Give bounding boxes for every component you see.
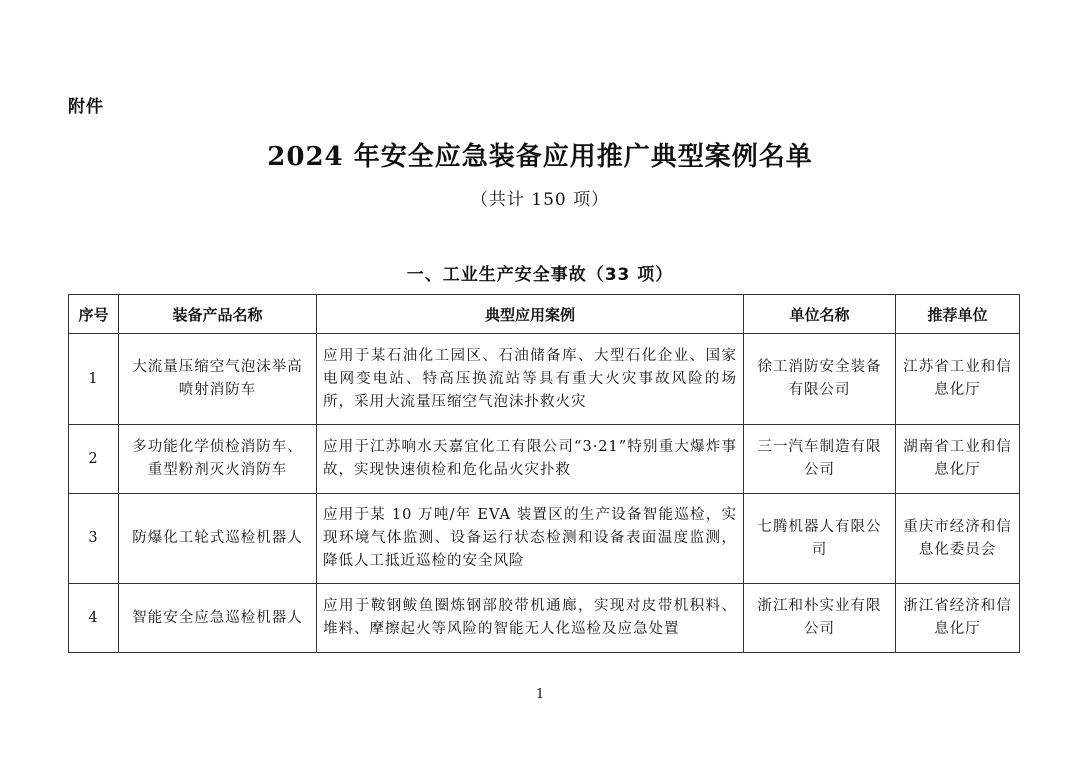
attachment-label: 附件 <box>68 97 104 117</box>
cell-serial: 1 <box>69 334 119 425</box>
cell-recommender: 湖南省工业和信息化厅 <box>896 425 1020 494</box>
section-heading: 一、工业生产安全事故（33 项） <box>406 265 674 285</box>
header-application-case: 典型应用案例 <box>317 295 744 334</box>
header-product-name: 装备产品名称 <box>119 295 317 334</box>
header-recommender: 推荐单位 <box>896 295 1020 334</box>
cell-unit-name: 七腾机器人有限公司 <box>744 494 896 584</box>
cell-recommender: 江苏省工业和信息化厅 <box>896 334 1020 425</box>
header-unit-name: 单位名称 <box>744 295 896 334</box>
cell-product-name: 多功能化学侦检消防车、重型粉剂灭火消防车 <box>119 425 317 494</box>
cell-product-name: 防爆化工轮式巡检机器人 <box>119 494 317 584</box>
cell-serial: 4 <box>69 584 119 653</box>
case-table <box>68 294 1020 653</box>
cell-unit-name: 徐工消防安全装备有限公司 <box>744 334 896 425</box>
document-title: 2024 年安全应急装备应用推广典型案例名单 <box>267 142 813 172</box>
cell-application-case: 应用于鞍钢鲅鱼圈炼钢部胶带机通廊，实现对皮带机积料、堆料、摩擦起火等风险的智能无人化巡检及应急处置 <box>317 584 744 653</box>
table-row <box>69 494 1020 584</box>
table-row <box>69 584 1020 653</box>
cell-application-case: 应用于某 10 万吨/年 EVA 装置区的生产设备智能巡检，实现环境气体监测、设备运行状态检测和设备表面温度监测，降低人工抵近巡检的安全风险 <box>317 494 744 584</box>
cell-serial: 3 <box>69 494 119 584</box>
cell-application-case: 应用于江苏响水天嘉宜化工有限公司“3·21”特别重大爆炸事故，实现快速侦检和危化品火灾扑救 <box>317 425 744 494</box>
document-subtitle: （共计 150 项） <box>470 190 610 210</box>
cell-recommender: 浙江省经济和信息化厅 <box>896 584 1020 653</box>
cell-unit-name: 三一汽车制造有限公司 <box>744 425 896 494</box>
cell-application-case: 应用于某石油化工园区、石油储备库、大型石化企业、国家电网变电站、特高压换流站等具有重大火灾事故风险的场所，采用大流量压缩空气泡沫扑救火灾 <box>317 334 744 425</box>
cell-recommender: 重庆市经济和信息化委员会 <box>896 494 1020 584</box>
cell-product-name: 大流量压缩空气泡沫举高喷射消防车 <box>119 334 317 425</box>
header-serial: 序号 <box>69 295 119 334</box>
cell-product-name: 智能安全应急巡检机器人 <box>119 584 317 653</box>
table-row <box>69 425 1020 494</box>
page-number: 1 <box>535 687 545 702</box>
cell-unit-name: 浙江和朴实业有限公司 <box>744 584 896 653</box>
table-row <box>69 334 1020 425</box>
table-header-row <box>69 295 1020 334</box>
cell-serial: 2 <box>69 425 119 494</box>
